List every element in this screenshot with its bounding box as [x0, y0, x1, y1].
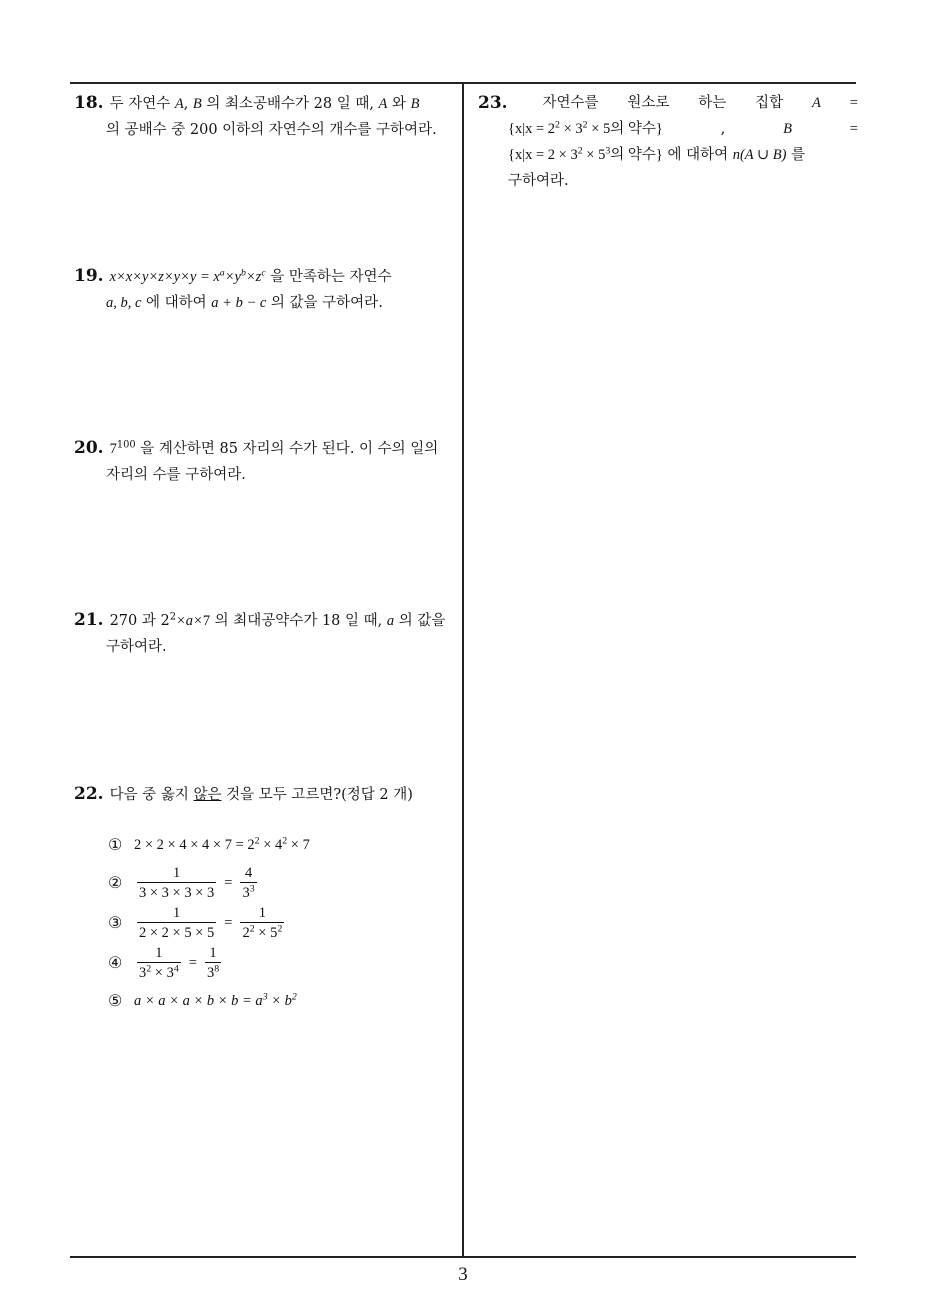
exponent: 2	[277, 923, 283, 935]
denominator: 2 × 2 × 5 × 5	[137, 922, 216, 943]
fraction	[137, 904, 216, 943]
equation-part: ×z	[245, 269, 262, 285]
set-part: 의 약수}	[610, 147, 663, 163]
problem-number: 23.	[478, 93, 508, 113]
problem-text: 하는	[698, 95, 727, 111]
equation-part: 7	[202, 613, 211, 629]
problem-19	[74, 263, 490, 316]
variables: a, b, c	[106, 295, 142, 311]
equals-sign: =	[224, 874, 233, 891]
exponent: 2	[582, 119, 588, 131]
fraction	[137, 864, 216, 903]
base: 3	[139, 964, 147, 981]
choice-3[interactable]	[108, 906, 287, 940]
equation-part: x×x×y×z×y×y = x	[109, 269, 220, 285]
union-expression: n(A ∪ B)	[732, 147, 787, 163]
set-part: × 3	[559, 121, 583, 137]
set-part: {x|x = 2 × 3	[508, 147, 578, 163]
exponent: 2	[577, 145, 583, 157]
base: × 3	[151, 964, 174, 981]
choice-4[interactable]	[108, 946, 224, 980]
problem-21	[74, 607, 490, 660]
choice-marker: ⑤	[108, 993, 123, 1010]
fraction	[137, 944, 181, 983]
problem-text: 와	[392, 96, 407, 112]
exponent: 8	[214, 963, 220, 975]
fraction	[205, 944, 221, 983]
choice-marker: ①	[108, 837, 123, 854]
variable: A	[174, 96, 184, 112]
problem-text: 를	[791, 147, 806, 163]
denominator	[240, 922, 284, 943]
choice-marker: ②	[108, 875, 123, 892]
variable: A	[378, 96, 388, 112]
problem-text: 구하여라.	[106, 639, 167, 655]
exponent: a	[219, 267, 225, 279]
set-part: {x|x = 2	[508, 121, 556, 137]
comma: ,	[720, 121, 726, 137]
variable: B	[192, 96, 202, 112]
exponent: b	[240, 267, 246, 279]
expression: a + b − c	[211, 295, 267, 311]
exponent: c	[261, 267, 266, 279]
variable: B	[410, 96, 420, 112]
underlined-text: 않은	[193, 787, 222, 803]
problem-text: 을 계산하면 85 자리의 수가 된다. 이 수의 일의	[140, 441, 439, 457]
base: 3	[242, 884, 250, 901]
problem-text: 자리의 수를 구하여라.	[106, 467, 246, 483]
equals-sign: =	[224, 914, 233, 931]
choice-expression	[134, 837, 310, 854]
problem-number: 22.	[74, 784, 104, 804]
problem-text: 을 만족하는 자연수	[270, 269, 392, 285]
problem-22	[74, 781, 458, 808]
numerator: 1	[173, 864, 181, 881]
problem-text: 의 최소공배수가 28 일 때,	[206, 96, 374, 112]
problem-23-line-4	[478, 168, 858, 194]
expr-part: 2 × 2 × 4 × 4 × 7 = 2	[134, 836, 255, 853]
set-part: × 5	[587, 121, 611, 137]
problem-text: 의 값을 구하여라.	[270, 295, 383, 311]
problem-text: 의 값을	[398, 613, 446, 629]
problem-text: 의 최대공약수가 18 일 때,	[214, 613, 383, 629]
base: 2	[242, 924, 250, 941]
exponent: 2	[254, 835, 260, 847]
problem-number: 20.	[74, 438, 104, 458]
exponent: 3	[605, 145, 611, 157]
problem-23-line-1	[478, 90, 858, 116]
problem-text: 다음 중 옳지	[109, 787, 189, 803]
fraction	[240, 904, 284, 943]
base: × 5	[254, 924, 278, 941]
equals-sign: =	[188, 954, 197, 971]
problem-18	[74, 90, 490, 143]
exponent: 4	[173, 963, 179, 975]
exponent: 3	[249, 883, 255, 895]
expr-part: a × a × a × b × b = a	[134, 992, 263, 1009]
equation-part: ×a×	[175, 613, 203, 629]
problem-20	[74, 435, 490, 488]
problem-text: 의 공배수 중 200 이하의 자연수의 개수를 구하여라.	[106, 122, 437, 138]
denominator	[137, 962, 181, 983]
exponent: 100	[116, 439, 136, 451]
problem-text: 두 자연수	[109, 96, 171, 112]
problem-23-line-2	[478, 116, 858, 142]
numerator: 1	[209, 944, 217, 961]
expr-part: × 7	[287, 836, 310, 853]
exponent: 3	[262, 991, 268, 1003]
expr-part: × b	[267, 992, 292, 1009]
choice-1[interactable]	[108, 828, 310, 862]
denominator	[205, 962, 221, 983]
problem-text: 집합	[755, 95, 784, 111]
base: 7	[109, 441, 117, 457]
variable: a	[386, 613, 395, 629]
exponent: 2	[146, 963, 152, 975]
base: 3	[206, 964, 215, 981]
set-part: 의 약수}	[610, 121, 663, 137]
problem-23-line-3	[478, 142, 858, 168]
problem-text: 에 대하여	[146, 295, 207, 311]
equals-sign: =	[849, 95, 858, 111]
numerator: 1	[173, 904, 181, 921]
fraction	[240, 864, 256, 903]
denominator: 3 × 3 × 3 × 3	[137, 882, 216, 903]
problem-text: 원소로	[627, 95, 670, 111]
exponent: 2	[169, 611, 176, 623]
choice-2[interactable]	[108, 866, 260, 900]
problem-number: 21.	[74, 610, 104, 630]
exponent: 2	[282, 835, 288, 847]
exponent: 2	[249, 923, 255, 935]
problem-number: 18.	[74, 93, 104, 113]
equation	[110, 269, 266, 285]
bottom-rule	[70, 1256, 856, 1258]
set-B-definition	[508, 147, 663, 163]
numerator: 1	[258, 904, 266, 921]
numerator: 1	[155, 944, 163, 961]
choice-marker: ④	[108, 955, 123, 972]
denominator	[240, 882, 256, 903]
choice-expression	[134, 993, 297, 1010]
set-part: × 5	[582, 147, 606, 163]
column-divider	[462, 82, 464, 1258]
variable: B	[783, 121, 792, 137]
problem-text: 것을 모두 고르면?(정답 2 개)	[226, 787, 413, 803]
choice-5[interactable]	[108, 984, 297, 1018]
equation-part: ×y	[224, 269, 241, 285]
numerator: 4	[244, 864, 253, 881]
problem-23	[478, 90, 858, 194]
choice-marker: ③	[108, 915, 123, 932]
exponent: 2	[555, 119, 560, 131]
problem-number: 19.	[74, 266, 104, 286]
exponent: 2	[291, 991, 297, 1003]
equals-sign: =	[849, 121, 858, 137]
problem-text: 구하여라.	[508, 173, 569, 189]
problem-text: ,	[183, 96, 189, 112]
problem-text: 자연수를	[542, 95, 599, 111]
problem-text: 270 과 2	[109, 613, 170, 629]
expr-part: × 4	[259, 836, 283, 853]
variable: A	[812, 95, 821, 111]
page-number: 3	[458, 1264, 468, 1285]
problem-text: 에 대하여	[667, 147, 729, 163]
set-A-definition	[508, 116, 663, 142]
